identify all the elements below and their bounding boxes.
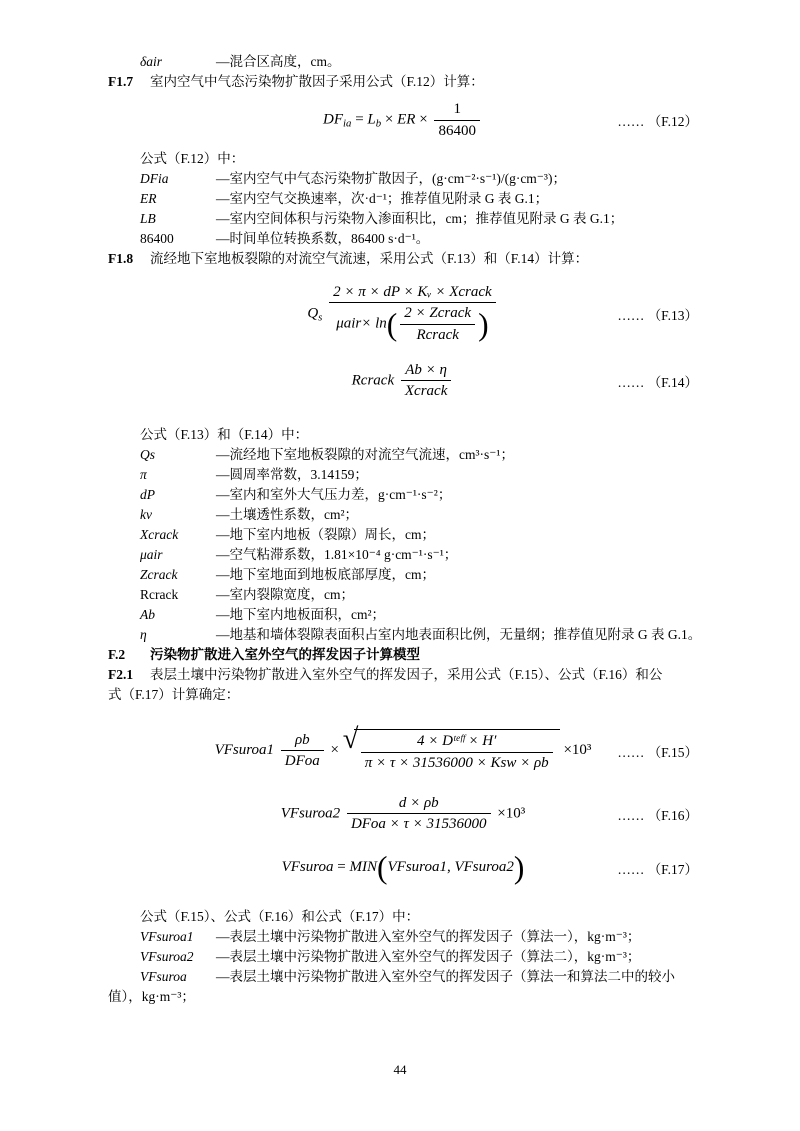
section-number: F1.8 bbox=[108, 250, 134, 266]
section-f2-1 bbox=[108, 665, 698, 685]
eq-f13-fraction bbox=[329, 283, 496, 345]
section-number: F1.7 bbox=[108, 74, 134, 89]
section-heading: 污染物扩散进入室外空气的挥发因子计算模型 bbox=[150, 646, 420, 662]
legend-desc: —土壤透性系数，cm²； bbox=[216, 506, 359, 522]
equation-f14 bbox=[108, 359, 698, 403]
eq-f15-times: × bbox=[330, 742, 340, 759]
eq-f12-times2: × bbox=[419, 111, 428, 128]
list-item bbox=[108, 967, 698, 987]
eq-f17-paren-close: ) bbox=[513, 849, 525, 885]
legend-desc: —室内和室外大气压力差，g·cm⁻¹·s⁻²； bbox=[216, 486, 452, 502]
legend-term: VFsuroa bbox=[140, 968, 187, 984]
list-item bbox=[108, 169, 698, 189]
equation-f17 bbox=[108, 851, 698, 885]
legend-f15-list bbox=[108, 927, 698, 1007]
legend-desc: —圆周率常数，3.14159； bbox=[216, 466, 368, 482]
section-number: F2.1 bbox=[108, 666, 134, 682]
legend-term: DFia bbox=[140, 170, 169, 186]
legend-desc: —表层土壤中污染物扩散进入室外空气的挥发因子（算法二），kg·m⁻³； bbox=[216, 948, 641, 964]
equation-f15-number: …… （F.15） bbox=[617, 744, 698, 760]
list-item bbox=[108, 445, 698, 465]
eq-f14-denominator: Xcrack bbox=[404, 383, 448, 400]
eq-f13-inner-fraction bbox=[400, 304, 475, 345]
eq-f15-radicand bbox=[354, 729, 560, 773]
equation-f13-body bbox=[307, 283, 498, 345]
equation-f12-body bbox=[323, 100, 483, 141]
eq-f15-inner-den: π × τ × 31536000 × Ksw × ρb bbox=[364, 754, 549, 771]
legend-desc-cont: 值），kg·m⁻³； bbox=[108, 988, 195, 1004]
equation-f12-number: …… （F.12） bbox=[617, 114, 698, 130]
legend-desc: —地下室内地板面积，cm²； bbox=[216, 606, 386, 622]
eq-f15-tail: ×10³ bbox=[563, 742, 592, 759]
list-item bbox=[108, 505, 698, 525]
legend-f13-list bbox=[108, 445, 702, 645]
eq-f15-inner-num: √ 4 × Dᵗᵉᶠᶠ × H′ bbox=[361, 732, 553, 753]
legend-term: VFsuroa1 bbox=[140, 928, 194, 944]
legend-desc: —地基和墙体裂隙表面积占室内地表面积比例，无量纲；推荐值见附录 G 表 G.1。 bbox=[216, 626, 702, 642]
eq-f15-sqrt bbox=[343, 729, 560, 773]
section-f2 bbox=[108, 645, 698, 665]
legend-f13-header: 公式（F.13）和（F.14）中： bbox=[140, 426, 309, 442]
eq-f14-numerator: Ab × η bbox=[401, 361, 451, 382]
list-item bbox=[108, 209, 698, 229]
section-number: F.2 bbox=[108, 646, 126, 662]
eq-f14-fraction bbox=[401, 361, 451, 402]
eq-f13-paren-close: ) bbox=[478, 306, 489, 342]
list-item bbox=[108, 625, 702, 645]
legend-desc: —室内空间体积与污染物入渗面积比，cm；推荐值见附录 G 表 G.1； bbox=[216, 210, 624, 226]
list-item bbox=[108, 229, 698, 249]
eq-f17-fn: MIN bbox=[349, 859, 377, 876]
legend-term: Qs bbox=[140, 446, 156, 462]
page-content bbox=[108, 52, 702, 1007]
list-item bbox=[108, 525, 698, 545]
legend-term: 86400 bbox=[140, 230, 174, 246]
equation-f17-body bbox=[281, 849, 525, 885]
list-item bbox=[108, 947, 698, 967]
legend-f12-header: 公式（F.12）中： bbox=[140, 150, 245, 166]
legend-desc: —地下室内地板（裂隙）周长，cm； bbox=[216, 526, 435, 542]
legend-term: LB bbox=[140, 210, 156, 226]
legend-term: dP bbox=[140, 486, 155, 502]
definition-row bbox=[108, 52, 698, 72]
eq-f13-lhs-sub: s bbox=[318, 310, 323, 323]
section-f1-7 bbox=[108, 72, 698, 92]
eq-f17-arg1: VFsuroa1 bbox=[387, 859, 447, 876]
equation-f12 bbox=[108, 100, 698, 141]
equation-f16 bbox=[108, 791, 698, 837]
eq-f15-fraction bbox=[281, 731, 324, 772]
equation-f13-number: …… （F.13） bbox=[617, 307, 698, 323]
eq-f17-sep: , bbox=[446, 859, 451, 876]
eq-f16-denominator: DFoa × τ × 31536000 bbox=[350, 816, 487, 833]
eq-f12-fraction bbox=[434, 100, 480, 141]
eq-f12-rhs-b: ER bbox=[397, 111, 416, 128]
eq-f12-rhs-a: L bbox=[367, 111, 376, 128]
eq-f13-inner-num: 2 × Zcrack bbox=[400, 304, 475, 325]
eq-f17-lhs: VFsuroa bbox=[281, 859, 334, 876]
eq-f13-numerator-text: 2 × π × dP × Kᵥ × Xcrack bbox=[333, 283, 492, 300]
eq-f15-denominator: DFoa bbox=[284, 753, 320, 770]
section-f1-8 bbox=[108, 249, 698, 269]
legend-term: μair bbox=[140, 546, 163, 562]
equation-f15-body bbox=[215, 729, 592, 773]
legend-f12-list bbox=[108, 169, 698, 249]
equation-f16-number: …… （F.16） bbox=[617, 807, 698, 823]
list-item bbox=[108, 927, 698, 947]
eq-f12-rhs-a-sub: b bbox=[375, 117, 382, 130]
eq-f12-lhs-sub: ia bbox=[343, 117, 352, 130]
section-text: 室内空气中气态污染物扩散因子采用公式（F.12）计算： bbox=[150, 74, 484, 89]
legend-desc: —空气粘滞系数，1.81×10⁻⁴ g·cm⁻¹·s⁻¹； bbox=[216, 546, 458, 562]
legend-desc: —时间单位转换系数，86400 s·d⁻¹。 bbox=[216, 230, 430, 246]
definition-term: δair bbox=[140, 54, 163, 69]
eq-f12-numerator: 1 bbox=[434, 100, 480, 121]
eq-f17-paren-open: ( bbox=[377, 849, 388, 885]
eq-f13-denominator bbox=[329, 303, 496, 345]
legend-term: Ab bbox=[140, 606, 155, 622]
legend-desc: —室内裂隙宽度，cm； bbox=[216, 586, 354, 602]
eq-f12-denominator: 86400 bbox=[438, 122, 476, 139]
list-item bbox=[108, 465, 698, 485]
equation-f16-body bbox=[281, 794, 526, 835]
list-item bbox=[108, 545, 698, 565]
equation-f17-number: …… （F.17） bbox=[617, 861, 698, 877]
eq-f16-tail: ×10³ bbox=[497, 805, 526, 822]
section-f2-1-cont: 式（F.17）计算确定： bbox=[108, 686, 240, 702]
eq-f13-paren-open: ( bbox=[386, 306, 398, 342]
eq-f15-numerator: ρb bbox=[281, 731, 324, 752]
eq-f13-lhs: Q bbox=[307, 305, 319, 322]
legend-desc: —表层土壤中污染物扩散进入室外空气的挥发因子（算法一和算法二中的较小 bbox=[216, 968, 675, 984]
eq-f13-den-ln: × ln bbox=[361, 315, 387, 332]
legend-term: kv bbox=[140, 506, 152, 522]
legend-term: Rcrack bbox=[140, 586, 179, 602]
equation-f14-number: …… （F.14） bbox=[617, 374, 698, 390]
legend-term: Xcrack bbox=[140, 526, 179, 542]
eq-f17-arg2: VFsuroa2 bbox=[454, 859, 514, 876]
eq-f13-inner-den: Rcrack bbox=[416, 327, 459, 343]
section-text: 表层土壤中污染物扩散进入室外空气的挥发因子，采用公式（F.15）、公式（F.16）和公 bbox=[150, 666, 663, 682]
eq-f15-inner-fraction bbox=[361, 732, 553, 773]
eq-f14-lhs: Rcrack bbox=[351, 372, 395, 389]
legend-term: Zcrack bbox=[140, 566, 178, 582]
eq-f16-lhs: VFsuroa2 bbox=[280, 805, 341, 822]
eq-f15-lhs: VFsuroa1 bbox=[214, 742, 275, 759]
list-item bbox=[108, 189, 698, 209]
list-item bbox=[108, 565, 698, 585]
section-text: 流经地下室地板裂隙的对流空气流速，采用公式（F.13）和（F.14）计算： bbox=[150, 250, 589, 266]
legend-term: π bbox=[140, 466, 147, 482]
legend-desc: —室内空气中气态污染物扩散因子，(g·cm⁻²·s⁻¹)/(g·cm⁻³)； bbox=[216, 170, 566, 186]
legend-term: η bbox=[140, 626, 147, 642]
page-number: 44 bbox=[393, 1062, 407, 1077]
legend-term: ER bbox=[140, 190, 157, 206]
equation-f13 bbox=[108, 283, 698, 345]
eq-f13-numerator bbox=[329, 283, 496, 304]
equation-f14-body bbox=[352, 361, 455, 402]
legend-desc: —流经地下室地板裂隙的对流空气流速，cm³·s⁻¹； bbox=[216, 446, 514, 462]
eq-f12-lhs: DF bbox=[323, 111, 344, 128]
list-item bbox=[108, 485, 698, 505]
eq-f16-numerator: d × ρb bbox=[347, 794, 491, 815]
legend-term: VFsuroa2 bbox=[140, 948, 194, 964]
list-item bbox=[108, 585, 698, 605]
eq-f17-equals: = bbox=[337, 859, 346, 876]
equation-f15 bbox=[108, 719, 698, 783]
eq-f12-times1: × bbox=[384, 111, 394, 128]
legend-f15-header: 公式（F.15）、公式（F.16）和公式（F.17）中： bbox=[140, 908, 420, 924]
definition-desc: —混合区高度，cm。 bbox=[216, 54, 341, 69]
legend-desc: —表层土壤中污染物扩散进入室外空气的挥发因子（算法一），kg·m⁻³； bbox=[216, 928, 641, 944]
legend-desc: —室内空气交换速率，次·d⁻¹；推荐值见附录 G 表 G.1； bbox=[216, 190, 549, 206]
eq-f13-den-mu: μair bbox=[336, 315, 362, 332]
list-item bbox=[108, 605, 698, 625]
legend-desc: —地下室地面到地板底部厚度，cm； bbox=[216, 566, 435, 582]
eq-f12-equals: = bbox=[355, 111, 364, 128]
eq-f16-fraction bbox=[347, 794, 491, 835]
